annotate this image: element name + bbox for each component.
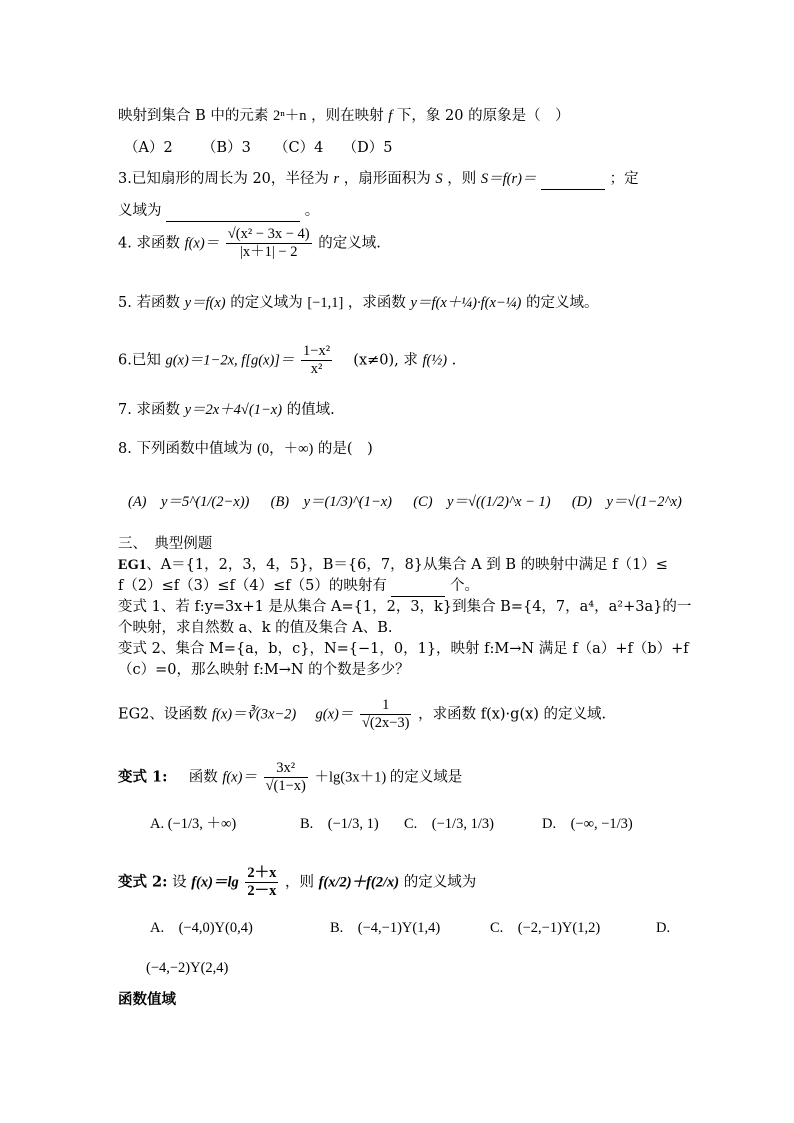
question-map-line — [118, 106, 570, 126]
answer-blank[interactable] — [391, 576, 445, 597]
fraction — [245, 865, 278, 900]
option-a: （A）2 — [124, 140, 173, 156]
text: ，扇形面积为 — [343, 171, 431, 187]
math-var: S — [435, 171, 443, 187]
math-formula: S＝f(r)＝ — [480, 171, 537, 187]
section-heading: 三、 典型例题 — [118, 536, 213, 552]
text: 的定义域。 — [525, 295, 599, 311]
math-formula: g(x)＝1−2x, f[g(x)]＝ — [165, 352, 295, 369]
text: 5. 若函数 — [118, 295, 180, 311]
text: 7. 求函数 — [118, 402, 180, 418]
fraction-denominator: √(1−x) — [265, 778, 306, 794]
fraction-numerator: 2＋x — [247, 865, 277, 881]
text: ，则 — [447, 171, 477, 187]
math-expr: 2ⁿ＋n — [272, 108, 307, 124]
text: 函数 — [188, 769, 218, 786]
text: 、A＝{1，2，3，4，5}，B＝{6，7，8}从集合 A 到 B 的映射中满足 f（1）≤ — [146, 557, 668, 573]
text: 8. 下列函数中值域为 — [118, 441, 253, 457]
text: ，求函数 — [347, 295, 406, 311]
text: 的定义域为 — [230, 295, 303, 311]
question-3-line2 — [118, 201, 319, 222]
text: 6.已知 — [118, 352, 161, 369]
math-formula: f(x/2)＋f(2/x) — [318, 874, 400, 891]
math-formula: f(x)＝ — [222, 769, 257, 786]
option-c: （C）4 — [274, 140, 324, 156]
text: EG2、设函数 — [118, 706, 208, 723]
variant1-line2: 个映射，求自然数 a、k 的值及集合 A、B. — [118, 620, 393, 636]
exercise-2-option-a: A. (−4,0)Y(0,4) — [150, 920, 253, 936]
eg1-label: EG1 — [118, 557, 147, 573]
math-formula: f(x)＝∛(3x−2) — [212, 706, 297, 723]
fraction-denominator: x² — [310, 361, 323, 377]
text: 的定义域. — [318, 235, 381, 252]
option-b: （B）3 — [201, 140, 251, 156]
fraction-denominator: √(2x−3) — [361, 715, 410, 731]
question-map-options — [124, 138, 392, 158]
variant2-line2: （c）=0，那么映射 f:M→N 的个数是多少？ — [118, 662, 410, 678]
option-d: (D) y＝√(1−2^x) — [571, 494, 682, 510]
exercise-1 — [118, 760, 462, 795]
text: 映射到集合 B 中的元素 — [118, 108, 269, 124]
math-formula: f(x)＝lg — [191, 874, 239, 891]
exercise-2-option-b: B. (−4,−1)Y(1,4) — [330, 920, 441, 936]
fraction — [301, 343, 332, 378]
fraction-numerator: 3x² — [264, 760, 308, 778]
section-heading-range: 函数值域 — [118, 991, 176, 1008]
fraction — [226, 226, 312, 261]
eg1-line2 — [118, 576, 479, 597]
exercise-1-option-a: A. (−1/3, ＋∞) — [150, 816, 237, 832]
math-formula: g(x)＝ — [315, 706, 354, 723]
text: 4. 求函数 — [118, 235, 180, 252]
math-var: f — [388, 108, 393, 124]
option-d: （D）5 — [342, 140, 393, 156]
question-5 — [118, 293, 598, 313]
exercise-2-option-c: C. (−2,−1)Y(1,2) — [490, 920, 601, 936]
text: f（2）≤f（3）≤f（4）≤f（5）的映射有 — [118, 578, 387, 594]
exercise-label: 变式 2: — [118, 873, 168, 891]
math-formula: y＝f(x＋¼)·f(x−¼) — [410, 295, 522, 311]
option-a: (A) y＝5^(1/(2−x)) — [128, 494, 250, 510]
eg1-line1 — [118, 555, 668, 575]
variant2-line1: 变式 2、集合 M={a，b，c}，N={−1，0，1}，映射 f:M→N 满足 f（a）+f（b）+f — [118, 641, 689, 657]
eg2 — [118, 697, 606, 732]
text: . — [451, 352, 457, 369]
question-8-options — [128, 492, 682, 512]
text: ，求函数 f(x)·g(x) 的定义域. — [418, 706, 607, 723]
fraction-numerator: √(x² − 3x − 4) — [227, 226, 310, 242]
math-formula: f(x)＝ — [184, 235, 220, 252]
exercise-2 — [118, 865, 476, 900]
question-4 — [118, 226, 381, 261]
exercise-1-option-b: B. (−1/3, 1) — [300, 816, 379, 832]
text: (x≠0), 求 — [353, 352, 418, 369]
option-b: (B) y＝(1/3)^(1−x) — [270, 494, 392, 510]
answer-blank[interactable] — [541, 169, 605, 190]
text: 的定义域为 — [403, 874, 477, 891]
math-formula: y＝2x＋4√(1−x) — [184, 402, 283, 418]
math-interval: [−1,1] — [307, 295, 344, 311]
question-7 — [118, 400, 335, 420]
text: ＋lg(3x＋1) 的定义域是 — [314, 769, 463, 786]
text: ，则在映射 — [311, 108, 384, 124]
fraction-numerator: 1−x² — [303, 343, 331, 359]
math-formula: f(½) — [422, 352, 448, 369]
exercise-1-option-c: C. (−1/3, 1/3) — [404, 816, 494, 832]
math-formula: y＝f(x) — [184, 295, 226, 311]
fraction-numerator: 1 — [360, 697, 412, 715]
variant1-line1: 变式 1、若 f:y=3x+1 是从集合 A={1，2，3，k}到集合 B={4，7，a⁴，a²+3a}的一 — [118, 599, 692, 615]
text: 的值域. — [286, 402, 335, 418]
exercise-2-option-d-value: (−4,−2)Y(2,4) — [146, 960, 229, 976]
answer-blank[interactable] — [166, 201, 300, 222]
text: ，则 — [284, 874, 314, 891]
fraction — [360, 697, 412, 732]
text: 义域为 — [118, 203, 162, 219]
question-3 — [118, 169, 639, 190]
exercise-1-option-d: D. (−∞, −1/3) — [542, 816, 633, 832]
math-interval: (0，＋∞) — [257, 441, 314, 457]
exercise-label: 变式 1: — [118, 768, 168, 786]
exercise-2-option-d: D. — [656, 920, 671, 936]
math-var: r — [333, 171, 340, 187]
text: 个。 — [450, 578, 480, 594]
text: 的是( ) — [317, 441, 373, 457]
text: 下，象 20 的原象是（ ） — [396, 108, 570, 124]
fraction-denominator: 2－x — [247, 883, 277, 899]
fraction-denominator: |x＋1| − 2 — [239, 244, 298, 260]
fraction — [264, 760, 308, 795]
question-6 — [118, 343, 456, 378]
text: 设 — [172, 874, 187, 891]
option-c: (C) y＝√((1/2)^x − 1) — [413, 494, 551, 510]
text: ；定 — [609, 171, 639, 187]
question-8 — [118, 439, 373, 459]
text: 。 — [304, 203, 320, 219]
text: 3.已知扇形的周长为 20，半径为 — [118, 171, 329, 187]
